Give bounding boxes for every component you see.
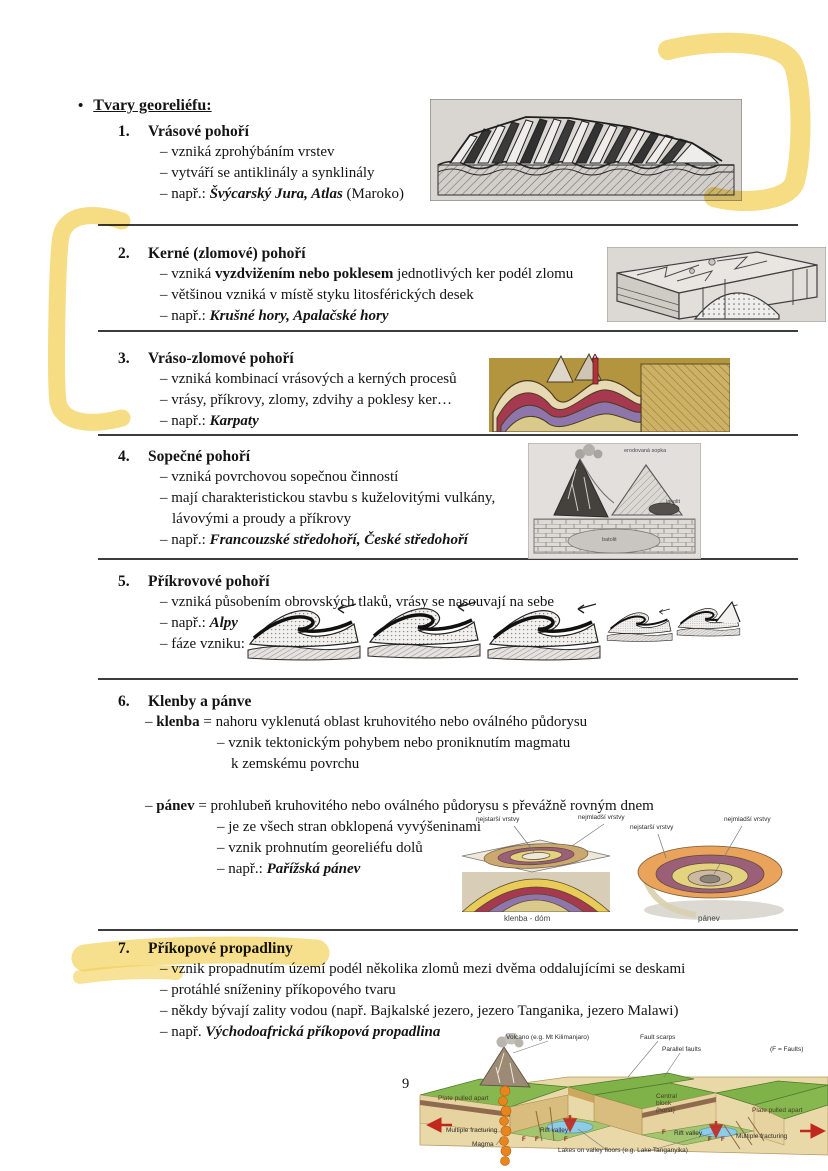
rift-label-plate-right: Plate pulled apart	[752, 1107, 803, 1114]
rift-label-rift-valley-1: Rift valley	[540, 1127, 569, 1134]
list-item: – vzniká vyzdvižením nebo poklesem jednotlivých ker podél zlomu	[160, 266, 574, 282]
section-heading	[118, 691, 654, 712]
section-number: 6.	[118, 693, 130, 710]
section-number: 7.	[118, 940, 130, 957]
rift-label-central-block: Central block (horst)	[656, 1093, 677, 1114]
list-subitem: k zemskému povrchu	[231, 756, 360, 772]
list-subitem: – vznik tektonickým pohybem nebo proniknutím magmatu	[217, 735, 571, 751]
rift-fault-f: F	[564, 1137, 568, 1143]
list-item-continuation: lávovými a proudy a příkrovy	[172, 511, 352, 527]
highlight-left-bracket	[57, 216, 122, 423]
list-item: – fáze vzniku:	[160, 636, 245, 652]
section-7	[118, 938, 685, 1043]
rift-label-volcano: Volcano (e.g. Mt Kilimanjaro)	[506, 1034, 590, 1041]
list-item: – vznik propadnutím území podél několika zlomů mezi dvěma oddalujícími se deskami	[160, 961, 686, 977]
rift-fault-f: F	[662, 1130, 666, 1136]
fold-fault-illustration	[489, 348, 730, 432]
list-item: – většinou vzniká v místě styku litosférických desek	[160, 287, 474, 303]
section-heading	[118, 938, 685, 959]
dome-label-youngest: nejmladší vrstvy	[578, 814, 625, 821]
section-heading	[118, 243, 573, 264]
rift-fault-f: F	[535, 1137, 539, 1143]
section-heading	[118, 571, 554, 592]
rift-label-magma: Magma	[472, 1141, 494, 1148]
volcano-label-batholith: batolit	[602, 537, 617, 543]
section-2	[118, 243, 573, 327]
list-subitem: – je ze všech stran obklopená vyvýšeninami	[217, 819, 482, 835]
section-heading-text: Vráso-zlomové pohoří	[148, 350, 294, 367]
section-3	[118, 348, 457, 432]
rift-label-multi-frac-right: Multiple fracturing	[736, 1133, 788, 1140]
list-item: – někdy bývají zality vodou (např. Bajkalské jezero, jezero Tanganika, jezero Malawi)	[160, 1003, 679, 1019]
rift-label-rift-valley-2: Rift valley	[674, 1130, 703, 1137]
section-divider	[98, 224, 798, 226]
list-item: – protáhlé sníženiny příkopového tvaru	[160, 982, 396, 998]
figure-nappe-phases	[246, 592, 742, 664]
basin-caption: pánev	[698, 914, 720, 923]
section-number: 4.	[118, 448, 130, 465]
list-item: – např.: Alpy	[160, 615, 238, 631]
list-item: – např.: Karpaty	[160, 413, 259, 429]
bullet-icon: •	[78, 98, 84, 114]
figure-rift-valley	[418, 1033, 828, 1171]
section-4	[118, 446, 495, 551]
list-item: – vzniká působením obrovských tlaků, vrásy se nasouvají na sebe	[160, 594, 555, 610]
basin-label-oldest: nejstarší vrstvy	[630, 824, 674, 831]
dome-caption: klenba - dóm	[504, 914, 551, 923]
rift-fault-f: F	[721, 1137, 725, 1143]
section-heading-text: Vrásové pohoří	[148, 123, 249, 140]
page-title	[78, 97, 212, 115]
section-heading	[118, 446, 495, 467]
rift-label-lakes: Lakes on valley floors (e.g. Lake Tanganyika)	[558, 1147, 688, 1154]
rift-fault-f: F	[522, 1137, 526, 1143]
figure-folded-mountains	[430, 99, 742, 201]
rift-label-f-faults: (F = Faults)	[770, 1046, 804, 1053]
section-1	[118, 121, 404, 205]
block-mountains-illustration	[607, 247, 826, 322]
figure-volcanic-mountains	[528, 443, 701, 559]
section-number: 2.	[118, 245, 130, 262]
volcano-label-eroded: erodovaná sopka	[624, 448, 667, 454]
rift-label-fault-scarps: Fault scarps	[640, 1034, 676, 1041]
section-heading-text: Kerné (zlomové) pohoří	[148, 245, 306, 262]
figure-block-mountains	[607, 247, 826, 322]
section-heading-text: Klenby a pánve	[148, 693, 252, 710]
list-item: – např.: Krušné hory, Apalačské hory	[160, 308, 389, 324]
list-item: – pánev = prohlubeň kruhovitého nebo oválného půdorysu s převážně rovným dnem	[145, 798, 654, 814]
section-heading	[118, 348, 457, 369]
page-title-text: Tvary georeliéfu:	[93, 97, 212, 114]
list-item: – vzniká zprohýbáním vrstev	[160, 144, 335, 160]
volcano-label-laccolith: lakolit	[666, 499, 681, 505]
section-heading-text: Příkopové propadliny	[148, 940, 293, 957]
section-divider	[98, 929, 798, 931]
list-item: – klenba = nahoru vyklenutá oblast kruhovitého nebo oválného půdorysu	[145, 714, 588, 730]
list-item: – vrásy, příkrovy, zlomy, zdvihy a poklesy ker…	[160, 392, 453, 408]
list-item: – mají charakteristickou stavbu s kuželovitými vulkány,	[160, 490, 496, 506]
dome-label-oldest: nejstarší vrstvy	[476, 816, 520, 823]
basin-label-youngest: nejmladší vrstvy	[724, 816, 771, 823]
list-subitem: – např.: Pařížská pánev	[217, 861, 361, 877]
dome-basin-illustration	[452, 816, 792, 926]
rift-label-parallel-faults: Parallel faults	[662, 1046, 702, 1053]
section-divider	[98, 434, 798, 436]
section-number: 5.	[118, 573, 130, 590]
section-number: 1.	[118, 123, 130, 140]
section-heading-text: Příkrovové pohoří	[148, 573, 270, 590]
section-heading	[118, 121, 404, 142]
list-item: – např.: Švýcarský Jura, Atlas (Maroko)	[160, 186, 405, 202]
list-item: – vzniká povrchovou sopečnou činností	[160, 469, 399, 485]
nappe-phases-illustration	[246, 592, 742, 664]
section-divider	[98, 330, 798, 332]
rift-label-multi-frac-left: Multiple fracturing	[446, 1127, 498, 1134]
figure-dome-basin	[452, 816, 792, 926]
folded-mountains-illustration	[430, 99, 742, 201]
rift-label-plate-left: Plate pulled apart	[438, 1095, 489, 1102]
section-divider	[98, 678, 798, 680]
list-item: – vytváří se antiklinály a synklinály	[160, 165, 375, 181]
list-subitem: – vznik prohnutím georeliéfu dolů	[217, 840, 423, 856]
section-heading-text: Sopečné pohoří	[148, 448, 251, 465]
list-item: – např. Východoafrická příkopová propadlina	[160, 1024, 441, 1040]
figure-fold-fault-mountains	[489, 348, 730, 432]
list-item: – vzniká kombinací vrásových a kerných procesů	[160, 371, 457, 387]
section-number: 3.	[118, 350, 130, 367]
list-item: – např.: Francouzské středohoří, České středohoří	[160, 532, 468, 548]
rift-fault-f: F	[708, 1137, 712, 1143]
page-number: 9	[402, 1076, 410, 1092]
